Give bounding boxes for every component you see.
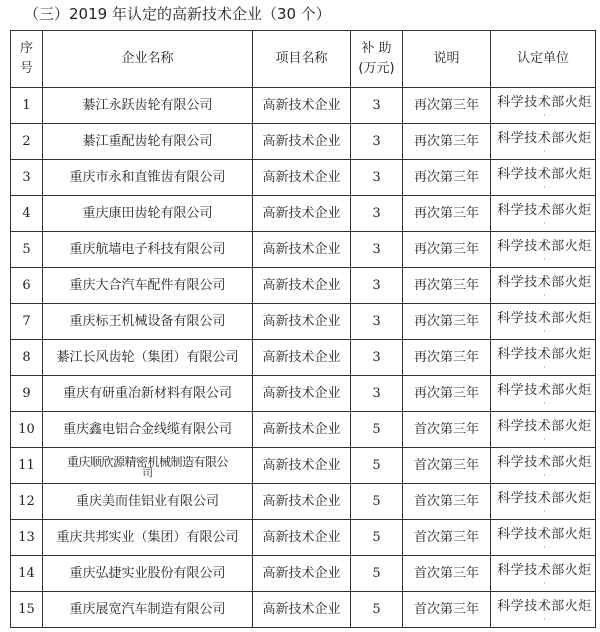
unit-name: 科学技术部火炬 <box>497 418 592 434</box>
unit-name: 科学技术部火炬 <box>497 490 592 506</box>
company-name: 重庆鑫电铝合金线缆有限公司 <box>62 422 232 437</box>
cell-company <box>43 520 253 556</box>
cell-subsidy: 3 <box>351 304 403 340</box>
cell-note: 再次第三年 <box>403 304 491 340</box>
cell-seq: 10 <box>11 412 43 448</box>
table-row <box>11 556 596 592</box>
unit-name: 科学技术部火炬 <box>497 382 592 398</box>
cell-company <box>43 160 253 196</box>
company-name: 重庆航墙电子科技有限公司 <box>69 242 226 257</box>
cell-unit <box>491 376 596 412</box>
table-row <box>11 592 596 628</box>
header-seq: 序 号 <box>11 31 43 88</box>
table-row <box>11 196 596 232</box>
cell-unit <box>491 592 596 628</box>
unit-name: 科学技术部火炬 <box>497 238 592 254</box>
unit-name: 科学技术部火炬 <box>497 598 592 614</box>
company-name: 重庆展宽汽车制造有限公司 <box>69 602 226 617</box>
table-row <box>11 484 596 520</box>
cell-unit <box>491 160 596 196</box>
cell-company <box>43 196 253 232</box>
enterprise-table <box>10 30 596 628</box>
cell-subsidy: 5 <box>351 556 403 592</box>
cell-company <box>43 232 253 268</box>
cell-subsidy: 5 <box>351 592 403 628</box>
company-name: 重庆大合汽车配件有限公司 <box>69 278 226 293</box>
cell-note: 再次第三年 <box>403 268 491 304</box>
cell-seq: 11 <box>11 448 43 484</box>
company-name: 綦江永跃齿轮有限公司 <box>82 98 213 113</box>
cell-subsidy: 3 <box>351 124 403 160</box>
cell-note: 再次第三年 <box>403 340 491 376</box>
cell-note: 再次第三年 <box>403 232 491 268</box>
unit-name: 科学技术部火炬 <box>497 526 592 542</box>
unit-overflow-mark: · <box>542 326 547 336</box>
cell-company <box>43 340 253 376</box>
cell-subsidy: 3 <box>351 340 403 376</box>
unit-name: 科学技术部火炬 <box>497 562 592 578</box>
cell-note: 再次第三年 <box>403 88 491 124</box>
table-row <box>11 124 596 160</box>
cell-note: 首次第三年 <box>403 448 491 484</box>
cell-company <box>43 376 253 412</box>
cell-unit <box>491 556 596 592</box>
company-name: 重庆市永和直锥齿有限公司 <box>69 170 226 185</box>
header-subsidy: 补 助 (万元) <box>351 31 403 88</box>
company-name-tail: 司 <box>142 466 153 479</box>
cell-seq: 9 <box>11 376 43 412</box>
cell-unit <box>491 412 596 448</box>
company-name: 重庆共邦实业（集团）有限公司 <box>56 530 239 545</box>
unit-overflow-mark: · <box>542 470 547 480</box>
cell-seq: 1 <box>11 88 43 124</box>
cell-project: 高新技术企业 <box>253 124 351 160</box>
table-row <box>11 304 596 340</box>
cell-company <box>43 88 253 124</box>
table-row <box>11 160 596 196</box>
cell-note: 首次第三年 <box>403 484 491 520</box>
cell-unit <box>491 232 596 268</box>
unit-overflow-mark: · <box>542 182 547 192</box>
cell-project: 高新技术企业 <box>253 160 351 196</box>
unit-name: 科学技术部火炬 <box>497 346 592 362</box>
cell-subsidy: 3 <box>351 196 403 232</box>
unit-overflow-mark: · <box>542 290 547 300</box>
cell-project: 高新技术企业 <box>253 484 351 520</box>
cell-subsidy: 5 <box>351 412 403 448</box>
unit-name: 科学技术部火炬 <box>497 130 592 146</box>
company-name: 重庆有研重冶新材料有限公司 <box>62 386 232 401</box>
company-name: 綦江长风齿轮（集团）有限公司 <box>56 350 239 365</box>
cell-subsidy: 3 <box>351 232 403 268</box>
cell-seq: 13 <box>11 520 43 556</box>
cell-unit <box>491 484 596 520</box>
table-row <box>11 88 596 124</box>
table-row <box>11 232 596 268</box>
cell-subsidy: 5 <box>351 484 403 520</box>
cell-note: 首次第三年 <box>403 592 491 628</box>
cell-project: 高新技术企业 <box>253 304 351 340</box>
cell-unit <box>491 268 596 304</box>
section-heading: （三）2019 年认定的高新技术企业（30 个） <box>24 5 331 23</box>
cell-project: 高新技术企业 <box>253 448 351 484</box>
table-row <box>11 448 596 484</box>
cell-seq: 4 <box>11 196 43 232</box>
cell-unit <box>491 520 596 556</box>
cell-project: 高新技术企业 <box>253 88 351 124</box>
cell-project: 高新技术企业 <box>253 376 351 412</box>
company-name: 重庆弘捷实业股份有限公司 <box>69 566 226 581</box>
cell-subsidy: 3 <box>351 88 403 124</box>
cell-note: 再次第三年 <box>403 196 491 232</box>
unit-name: 科学技术部火炬 <box>497 274 592 290</box>
cell-project: 高新技术企业 <box>253 556 351 592</box>
cell-note: 再次第三年 <box>403 124 491 160</box>
header-note: 说明 <box>403 31 491 88</box>
cell-seq: 7 <box>11 304 43 340</box>
cell-project: 高新技术企业 <box>253 412 351 448</box>
cell-note: 再次第三年 <box>403 160 491 196</box>
cell-company <box>43 556 253 592</box>
cell-subsidy: 3 <box>351 376 403 412</box>
cell-note: 首次第三年 <box>403 412 491 448</box>
unit-name: 科学技术部火炬 <box>497 94 592 110</box>
cell-seq: 12 <box>11 484 43 520</box>
cell-seq: 8 <box>11 340 43 376</box>
cell-project: 高新技术企业 <box>253 340 351 376</box>
cell-note: 首次第三年 <box>403 520 491 556</box>
cell-note: 再次第三年 <box>403 376 491 412</box>
table-row <box>11 376 596 412</box>
unit-overflow-mark: · <box>542 110 547 120</box>
header-unit: 认定单位 <box>491 31 596 88</box>
company-name: 綦江重配齿轮有限公司 <box>82 134 213 149</box>
cell-subsidy: 3 <box>351 160 403 196</box>
cell-seq: 2 <box>11 124 43 160</box>
unit-overflow-mark: · <box>542 434 547 444</box>
cell-company <box>43 268 253 304</box>
company-name: 重庆标王机械设备有限公司 <box>69 314 226 329</box>
table-row <box>11 268 596 304</box>
cell-note: 首次第三年 <box>403 556 491 592</box>
cell-company <box>43 448 253 484</box>
company-name: 重庆美而佳铝业有限公司 <box>75 494 219 509</box>
cell-seq: 3 <box>11 160 43 196</box>
cell-subsidy: 3 <box>351 268 403 304</box>
header-company: 企业名称 <box>43 31 253 88</box>
cell-seq: 5 <box>11 232 43 268</box>
table-row <box>11 412 596 448</box>
cell-seq: 6 <box>11 268 43 304</box>
unit-overflow-mark: · <box>542 614 547 624</box>
cell-unit <box>491 340 596 376</box>
cell-company <box>43 484 253 520</box>
unit-name: 科学技术部火炬 <box>497 454 592 470</box>
unit-overflow-mark: · <box>542 254 547 264</box>
cell-project: 高新技术企业 <box>253 592 351 628</box>
cell-project: 高新技术企业 <box>253 520 351 556</box>
cell-company <box>43 304 253 340</box>
unit-overflow-mark: · <box>542 398 547 408</box>
cell-unit <box>491 124 596 160</box>
unit-name: 科学技术部火炬 <box>497 166 592 182</box>
table-row <box>11 520 596 556</box>
company-name: 重庆康田齿轮有限公司 <box>82 206 213 221</box>
cell-seq: 14 <box>11 556 43 592</box>
unit-overflow-mark: · <box>542 506 547 516</box>
unit-name: 科学技术部火炬 <box>497 202 592 218</box>
table-header-row <box>11 31 596 88</box>
cell-unit <box>491 304 596 340</box>
cell-project: 高新技术企业 <box>253 232 351 268</box>
unit-overflow-mark: · <box>542 362 547 372</box>
cell-subsidy: 5 <box>351 448 403 484</box>
cell-company <box>43 412 253 448</box>
cell-unit <box>491 196 596 232</box>
cell-seq: 15 <box>11 592 43 628</box>
unit-overflow-mark: · <box>542 578 547 588</box>
header-project: 项目名称 <box>253 31 351 88</box>
unit-overflow-mark: · <box>542 218 547 228</box>
unit-overflow-mark: · <box>542 146 547 156</box>
cell-company <box>43 124 253 160</box>
unit-overflow-mark: · <box>542 542 547 552</box>
cell-project: 高新技术企业 <box>253 268 351 304</box>
cell-unit <box>491 448 596 484</box>
table-row <box>11 340 596 376</box>
company-name: 重庆顺欣源精密机械制造有限公 <box>66 455 228 469</box>
unit-name: 科学技术部火炬 <box>497 310 592 326</box>
cell-subsidy: 5 <box>351 520 403 556</box>
cell-project: 高新技术企业 <box>253 196 351 232</box>
cell-unit <box>491 88 596 124</box>
cell-company <box>43 592 253 628</box>
